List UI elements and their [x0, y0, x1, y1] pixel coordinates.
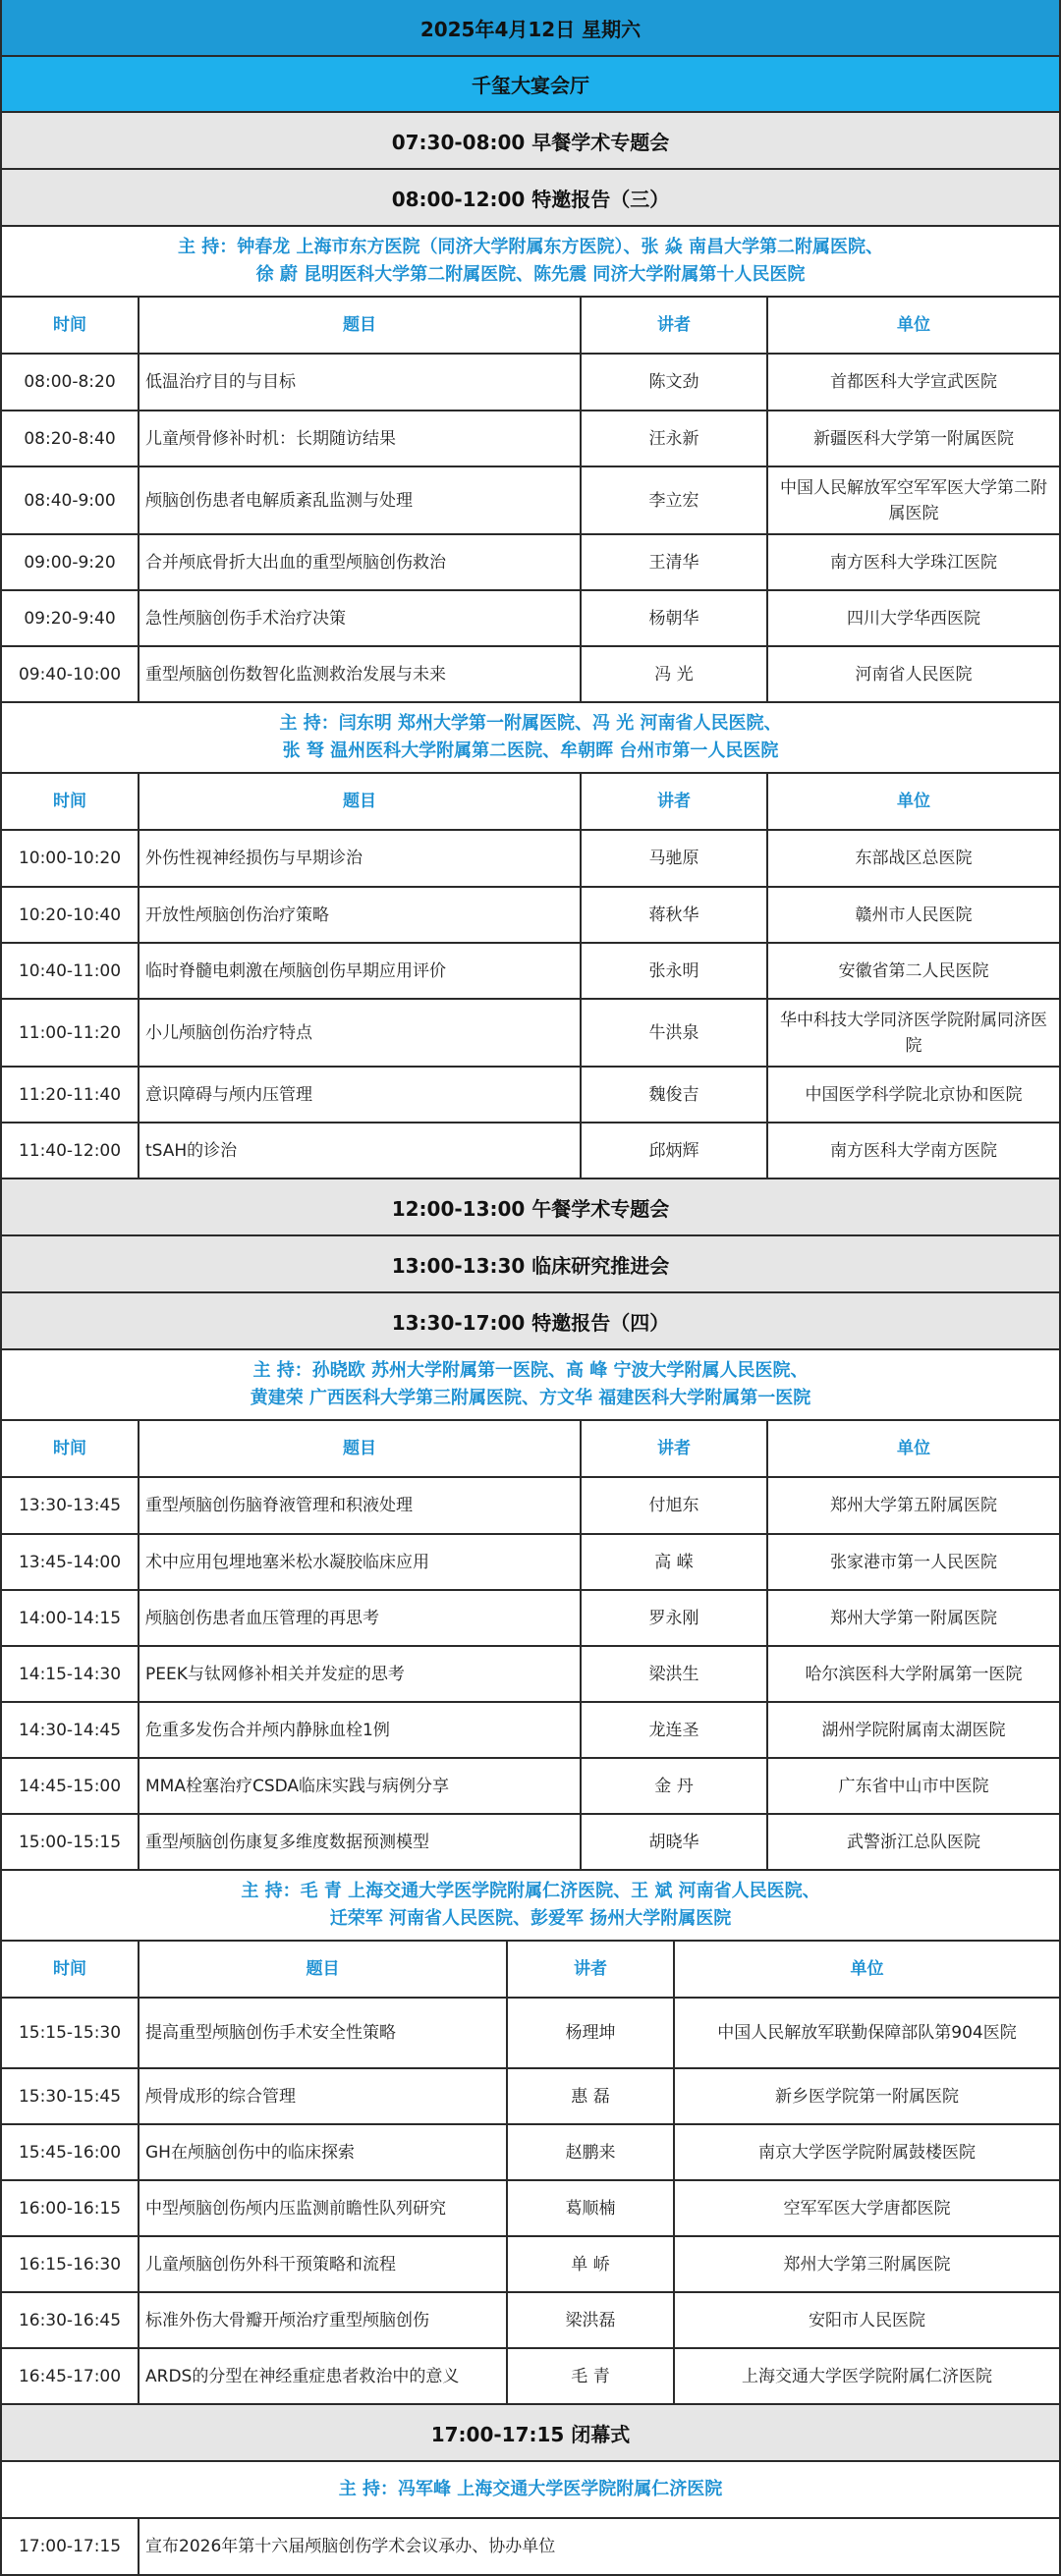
time-cell: 10:40-11:00	[2, 944, 140, 998]
column-header-row	[2, 1942, 1059, 1999]
unit-cell: 首都医科大学宣武医院	[830, 372, 997, 392]
time-cell: 09:20-9:40	[2, 591, 140, 645]
unit-cell: 郑州大学第五附属医院	[830, 1496, 997, 1515]
unit-cell: 哈尔滨医科大学附属第一医院	[805, 1664, 1023, 1684]
chair-block	[2, 703, 1059, 774]
unit-cell: 中国人民解放军联勤保障部队第904医院	[717, 2023, 1017, 2043]
chair-line: 张 弩 温州医科大学附属第二医院、牟朝晖 台州市第一人民医院	[282, 740, 779, 761]
unit-cell: 东部战区总医院	[855, 849, 973, 868]
speaker-cell: 张永明	[582, 944, 768, 998]
table-row	[2, 355, 1059, 411]
table-row	[2, 2069, 1059, 2125]
table-row	[2, 647, 1059, 703]
header-time: 时间	[2, 774, 140, 829]
unit-cell: 南京大学医学院附属鼓楼医院	[758, 2142, 976, 2163]
topic-cell: PEEK与钛网修补相关并发症的思考	[140, 1647, 582, 1701]
topic-cell: 颅脑创伤患者血压管理的再思考	[140, 1591, 582, 1645]
table-row	[2, 1478, 1059, 1535]
column-header-row	[2, 298, 1059, 355]
header-unit: 单位	[897, 1439, 930, 1458]
time-cell: 16:00-16:15	[2, 2181, 140, 2235]
header-topic: 题目	[140, 298, 582, 353]
time-cell: 15:00-15:15	[2, 1815, 140, 1869]
table-row	[2, 2237, 1059, 2293]
chair-line: 主 持：孙晓欧 苏州大学附属第一医院、高 峰 宁波大学附属人民医院、	[252, 1360, 809, 1381]
speaker-cell: 杨理坤	[508, 1999, 675, 2067]
time-cell: 08:40-9:00	[2, 467, 140, 533]
clinical-session: 13:00-13:30 临床研究推进会	[2, 1236, 1059, 1293]
time-cell: 14:30-14:45	[2, 1703, 140, 1757]
time-cell: 14:45-15:00	[2, 1759, 140, 1813]
time-cell: 09:00-9:20	[2, 535, 140, 589]
header-time: 时间	[2, 298, 140, 353]
time-cell: 15:45-16:00	[2, 2125, 140, 2179]
topic-cell: 重型颅脑创伤数智化监测救治发展与未来	[140, 647, 582, 701]
header-topic: 题目	[140, 774, 582, 829]
time-cell: 16:30-16:45	[2, 2293, 140, 2347]
unit-cell: 安徽省第二人民医院	[838, 960, 989, 981]
header-speaker: 讲者	[582, 774, 768, 829]
table-row	[2, 535, 1059, 591]
speaker-cell: 蒋秋华	[582, 888, 768, 942]
table-row	[2, 1647, 1059, 1703]
speaker-cell: 牛洪泉	[582, 1000, 768, 1066]
chair-line: 主 持：钟春龙 上海市东方医院（同济大学附属东方医院）、张 焱 南昌大学第二附属医院、	[177, 237, 884, 257]
closing-session: 17:00-17:15 闭幕式	[2, 2405, 1059, 2462]
topic-cell: 意识障碍与颅内压管理	[140, 1068, 582, 1122]
unit-cell: 南方医科大学珠江医院	[830, 552, 997, 573]
topic-cell: 儿童颅骨修补时机：长期随访结果	[140, 411, 582, 466]
unit-cell: 广东省中山市中医院	[838, 1776, 989, 1796]
time-cell: 17:00-17:15	[2, 2519, 140, 2574]
topic-cell: 中型颅脑创伤颅内压监测前瞻性队列研究	[140, 2181, 508, 2235]
speaker-cell: 付旭东	[582, 1478, 768, 1533]
table-row	[2, 2293, 1059, 2349]
speaker-cell: 李立宏	[582, 467, 768, 533]
time-cell: 10:00-10:20	[2, 831, 140, 886]
speaker-cell: 单 峤	[508, 2237, 675, 2291]
chair-block	[2, 227, 1059, 298]
time-cell: 09:40-10:00	[2, 647, 140, 701]
topic-cell: 重型颅脑创伤脑脊液管理和积液处理	[140, 1478, 582, 1533]
time-cell: 14:15-14:30	[2, 1647, 140, 1701]
time-cell: 13:45-14:00	[2, 1535, 140, 1589]
header-speaker: 讲者	[582, 298, 768, 353]
unit-cell: 新乡医学院第一附属医院	[775, 2086, 959, 2107]
column-header-row	[2, 774, 1059, 831]
speaker-cell: 胡晓华	[582, 1815, 768, 1869]
time-cell: 11:40-12:00	[2, 1124, 140, 1178]
speaker-cell: 魏俊吉	[582, 1068, 768, 1122]
topic-cell: 急性颅脑创伤手术治疗决策	[140, 591, 582, 645]
time-cell: 16:45-17:00	[2, 2349, 140, 2403]
topic-cell: 儿童颅脑创伤外科干预策略和流程	[140, 2237, 508, 2291]
unit-cell: 中国人民解放军空军军医大学第二附属医院	[780, 477, 1047, 523]
table-row	[2, 411, 1059, 467]
speaker-cell: 冯 光	[582, 647, 768, 701]
unit-cell: 张家港市第一人民医院	[830, 1552, 997, 1572]
unit-cell: 赣州市人民医院	[855, 904, 973, 925]
table-row	[2, 831, 1059, 888]
topic-cell: ARDS的分型在神经重症患者救治中的意义	[140, 2349, 508, 2403]
table-row	[2, 1535, 1059, 1591]
time-cell: 15:15-15:30	[2, 1999, 140, 2067]
chair-block	[2, 1350, 1059, 1421]
topic-cell: 标准外伤大骨瓣开颅治疗重型颅脑创伤	[140, 2293, 508, 2347]
time-cell: 11:00-11:20	[2, 1000, 140, 1066]
speaker-cell: 赵鹏来	[508, 2125, 675, 2179]
table-row	[2, 1068, 1059, 1124]
topic-cell: 颅骨成形的综合管理	[140, 2069, 508, 2123]
unit-cell: 郑州大学第一附属医院	[830, 1608, 997, 1628]
chair-block	[2, 1871, 1059, 1942]
table-row	[2, 888, 1059, 944]
topic-cell: 提高重型颅脑创伤手术安全性策略	[140, 1999, 508, 2067]
table-row	[2, 1815, 1059, 1871]
date-header: 2025年4月12日 星期六	[2, 0, 1059, 57]
unit-cell: 空军军医大学唐都医院	[783, 2198, 951, 2219]
topic-cell: 外伤性视神经损伤与早期诊治	[140, 831, 582, 886]
header-unit: 单位	[897, 315, 930, 335]
table-row	[2, 2181, 1059, 2237]
speaker-cell: 龙连圣	[582, 1703, 768, 1757]
table-row	[2, 1703, 1059, 1759]
chair-line: 黄建荣 广西医科大学第三附属医院、方文华 福建医科大学附属第一医院	[250, 1388, 811, 1408]
header-speaker: 讲者	[582, 1421, 768, 1476]
header-time: 时间	[2, 1942, 140, 1997]
unit-cell: 南方医科大学南方医院	[830, 1140, 997, 1161]
header-time: 时间	[2, 1421, 140, 1476]
header-topic: 题目	[140, 1421, 582, 1476]
speaker-cell: 毛 青	[508, 2349, 675, 2403]
topic-cell: GH在颅脑创伤中的临床探索	[140, 2125, 508, 2179]
table-row	[2, 1000, 1059, 1068]
topic-cell: tSAH的诊治	[140, 1124, 582, 1178]
chair-line: 迁荣军 河南省人民医院、彭爱军 扬州大学附属医院	[329, 1908, 732, 1929]
topic-cell: 危重多发伤合并颅内静脉血栓1例	[140, 1703, 582, 1757]
breakfast-session: 07:30-08:00 早餐学术专题会	[2, 113, 1059, 170]
time-cell: 08:20-8:40	[2, 411, 140, 466]
unit-cell: 四川大学华西医院	[847, 608, 980, 629]
column-header-row	[2, 1421, 1059, 1478]
table-row	[2, 2125, 1059, 2181]
table-row	[2, 2349, 1059, 2405]
table-row	[2, 944, 1059, 1000]
speaker-cell: 陈文劲	[582, 355, 768, 410]
speaker-cell: 高 嵘	[582, 1535, 768, 1589]
unit-cell: 华中科技大学同济医学院附属同济医院	[780, 1010, 1047, 1056]
speaker-cell: 马驰原	[582, 831, 768, 886]
unit-cell: 新疆医科大学第一附属医院	[813, 428, 1014, 449]
topic-cell: 临时脊髓电刺激在颅脑创伤早期应用评价	[140, 944, 582, 998]
unit-cell: 上海交通大学医学院附属仁济医院	[742, 2366, 992, 2386]
speaker-cell: 邱炳辉	[582, 1124, 768, 1178]
unit-cell: 中国医学科学院北京协和医院	[805, 1084, 1023, 1105]
table-row	[2, 467, 1059, 535]
speaker-cell: 王清华	[582, 535, 768, 589]
lunch-session: 12:00-13:00 午餐学术专题会	[2, 1179, 1059, 1236]
topic-cell: 合并颅底骨折大出血的重型颅脑创伤救治	[140, 535, 582, 589]
topic-cell: 术中应用包埋地塞米松水凝胶临床应用	[140, 1535, 582, 1589]
header-speaker: 讲者	[508, 1942, 675, 1997]
table-row	[2, 1759, 1059, 1815]
table-row	[2, 1999, 1059, 2069]
speaker-cell: 梁洪磊	[508, 2293, 675, 2347]
time-cell: 10:20-10:40	[2, 888, 140, 942]
closing-row	[2, 2519, 1059, 2576]
speaker-cell: 梁洪生	[582, 1647, 768, 1701]
time-cell: 13:30-13:45	[2, 1478, 140, 1533]
time-cell: 08:00-8:20	[2, 355, 140, 410]
chair-line: 徐 蔚 昆明医科大学第二附属医院、陈先震 同济大学附属第十人民医院	[255, 264, 806, 285]
speaker-cell: 金 丹	[582, 1759, 768, 1813]
table-row	[2, 591, 1059, 647]
unit-cell: 郑州大学第三附属医院	[783, 2254, 951, 2275]
unit-cell: 武警浙江总队医院	[847, 1832, 980, 1852]
topic-cell: 颅脑创伤患者电解质紊乱监测与处理	[140, 467, 582, 533]
table-row	[2, 1124, 1059, 1179]
topic-cell: 低温治疗目的与目标	[140, 355, 582, 410]
unit-cell: 河南省人民医院	[855, 664, 973, 685]
chair-block: 主 持：冯军峰 上海交通大学医学院附属仁济医院	[2, 2462, 1059, 2519]
chair-line: 主 持：闫东明 郑州大学第一附属医院、冯 光 河南省人民医院、	[279, 713, 782, 734]
speaker-cell: 惠 磊	[508, 2069, 675, 2123]
header-topic: 题目	[140, 1942, 508, 1997]
speaker-cell: 罗永刚	[582, 1591, 768, 1645]
speaker-cell: 杨朝华	[582, 591, 768, 645]
topic-cell: 宣布2026年第十六届颅脑创伤学术会议承办、协办单位	[145, 2537, 556, 2556]
header-unit: 单位	[897, 792, 930, 811]
chair-line: 主 持：毛 青 上海交通大学医学院附属仁济医院、王 斌 河南省人民医院、	[241, 1881, 820, 1901]
table-row	[2, 1591, 1059, 1647]
topic-cell: MMA栓塞治疗CSDA临床实践与病例分享	[140, 1759, 582, 1813]
session-title: 13:30-17:00 特邀报告（四）	[2, 1293, 1059, 1350]
topic-cell: 小儿颅脑创伤治疗特点	[140, 1000, 582, 1066]
time-cell: 11:20-11:40	[2, 1068, 140, 1122]
session-title: 08:00-12:00 特邀报告（三）	[2, 170, 1059, 227]
time-cell: 14:00-14:15	[2, 1591, 140, 1645]
unit-cell: 湖州学院附属南太湖医院	[821, 1720, 1006, 1740]
topic-cell: 开放性颅脑创伤治疗策略	[140, 888, 582, 942]
unit-cell: 安阳市人民医院	[809, 2310, 925, 2330]
header-unit: 单位	[850, 1959, 884, 1979]
speaker-cell: 汪永新	[582, 411, 768, 466]
time-cell: 15:30-15:45	[2, 2069, 140, 2123]
hall-name: 千玺大宴会厅	[2, 57, 1059, 113]
time-cell: 16:15-16:30	[2, 2237, 140, 2291]
speaker-cell: 葛顺楠	[508, 2181, 675, 2235]
topic-cell: 重型颅脑创伤康复多维度数据预测模型	[140, 1815, 582, 1869]
